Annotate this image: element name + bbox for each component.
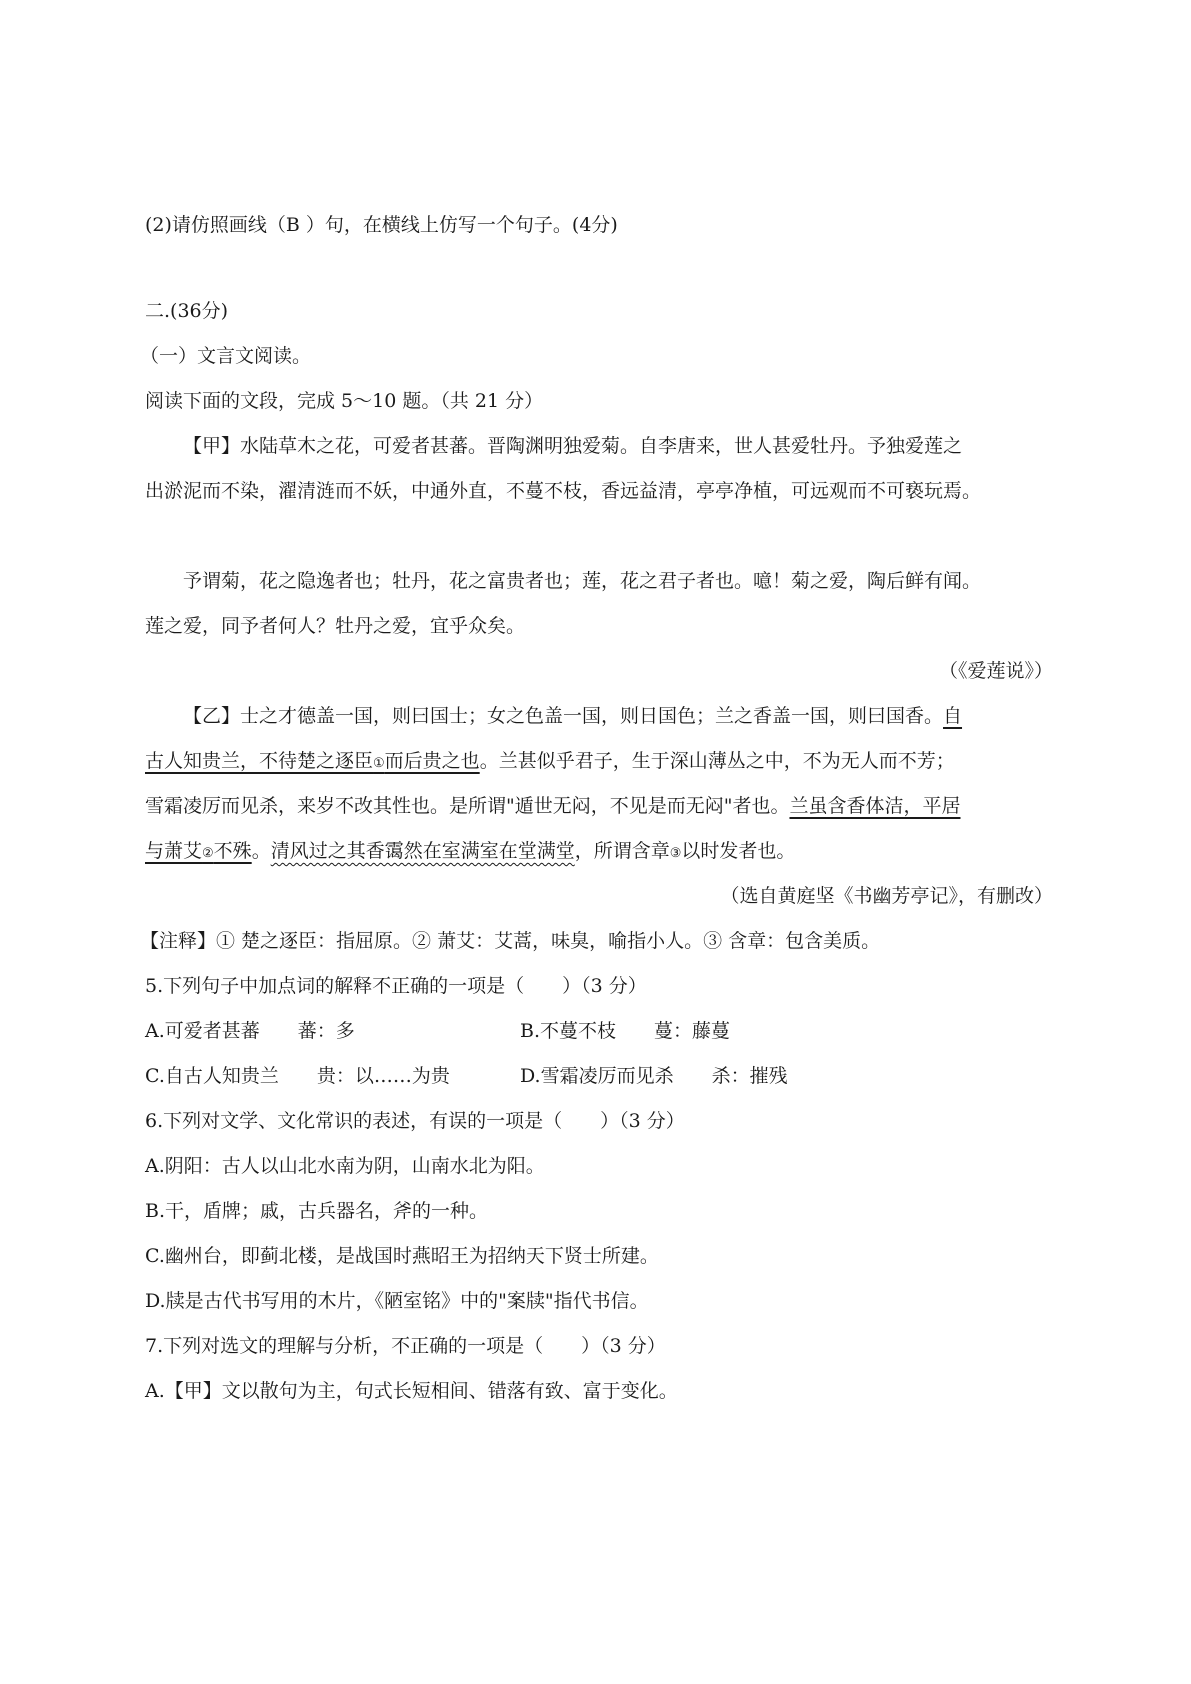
q5-option-d: D.雪霜凌厉而见杀 杀：摧残 <box>520 1065 788 1087</box>
passage-yi-line-1 <box>183 703 962 729</box>
passage-yi-line-2 <box>145 748 955 777</box>
q6-option-d: D.牍是古代书写用的木片，《陋室铭》中的"案牍"指代书信。 <box>145 1290 649 1312</box>
note-marker-2: ② <box>202 846 214 861</box>
q6-option-c: C.幽州台，即蓟北楼，是战国时燕昭王为招纳天下贤士所建。 <box>145 1245 659 1267</box>
q5-options-row-1 <box>145 1018 731 1044</box>
passage-jia-line-4: 莲之爱，同予者何人？牡丹之爱，宜乎众矣。 <box>145 615 526 637</box>
question-5: 5.下列句子中加点词的解释不正确的一项是（ ）（3 分） <box>145 975 647 997</box>
underlined-sentence-a <box>145 750 480 772</box>
q5-option-b: B.不蔓不枝 蔓：藤蔓 <box>520 1020 731 1042</box>
yi-text: 【乙】士之才德盖一国，则曰国士；女之色盖一国，则日国色；兰之香盖一国，则曰国香。 <box>183 705 944 727</box>
underlined-sentence-b <box>145 840 252 862</box>
notes: 【注释】① 楚之逐臣：指屈原。② 萧艾：艾蒿，味臭，喻指小人。③ 含章：包含美质。 <box>140 930 881 952</box>
underlined-sentence-b: 兰虽含香体洁，平居 <box>789 795 961 817</box>
q5-option-c: C.自古人知贵兰 贵：以……为贵 <box>145 1065 450 1087</box>
yi-text: 古人知贵兰，不待楚之逐臣 <box>145 750 374 772</box>
passage-yi-line-4 <box>145 838 795 867</box>
yi-text: 以时发者也。 <box>681 840 796 862</box>
passage-jia-line-1: 【甲】水陆草木之花，可爱者甚蕃。晋陶渊明独爱菊。自李唐来，世人甚爱牡丹。予独爱莲之 <box>183 435 963 457</box>
q6-option-b: B.干，盾牌；戚，古兵器名，斧的一种。 <box>145 1200 489 1222</box>
question-7: 7.下列对选文的理解与分析，不正确的一项是（ ）（3 分） <box>145 1335 666 1357</box>
passage-jia-line-2: 出淤泥而不染，濯清涟而不妖，中通外直，不蔓不枝，香远益清，亭亭净植，可远观而不可亵玩焉。 <box>145 480 982 502</box>
q5-options-row-2 <box>145 1063 788 1089</box>
yi-text: 。 <box>251 840 271 862</box>
question-imitate: (2)请仿照画线（B ）句，在横线上仿写一个句子。(4分) <box>145 214 618 236</box>
passage-yi-source: （选自黄庭坚《书幽芳亭记》，有删改） <box>720 885 1053 907</box>
yi-text: 。兰甚似乎君子，生于深山薄丛之中，不为无人而不芳； <box>479 750 955 772</box>
yi-text: ，所谓含章 <box>574 840 670 862</box>
section-subtitle: （一）文言文阅读。 <box>140 345 312 367</box>
note-marker-3: ③ <box>669 846 682 861</box>
underlined-sentence-a: 自 <box>943 705 963 727</box>
yi-text: 而后贵之也 <box>384 750 480 772</box>
yi-text: 不殊 <box>213 840 252 862</box>
q5-option-a: A.可爱者甚蕃 蕃：多 <box>145 1020 355 1042</box>
passage-yi-line-3 <box>145 793 961 819</box>
wavy-underlined-sentence: 清风过之其香霭然在室满室在堂满堂 <box>270 840 575 862</box>
yi-text: 与萧艾 <box>145 840 203 862</box>
section-two-title: 二.(36分) <box>145 300 229 322</box>
note-marker-1: ① <box>373 756 385 771</box>
question-6: 6.下列对文学、文化常识的表述，有误的一项是（ ）（3 分） <box>145 1110 685 1132</box>
passage-jia-source: （《爱莲说》） <box>938 660 1053 682</box>
q6-option-a: A.阴阳：古人以山北水南为阴，山南水北为阳。 <box>145 1155 545 1177</box>
yi-text: 雪霜凌厉而见杀，来岁不改其性也。是所谓"遁世无闷，不见是而无闷"者也。 <box>145 795 790 817</box>
passage-jia-line-3: 予谓菊，花之隐逸者也；牡丹，花之富贵者也；莲，花之君子者也。噫！菊之爱，陶后鲜有闻。 <box>183 570 982 592</box>
q7-option-a: A.【甲】文以散句为主，句式长短相间、错落有致、富于变化。 <box>145 1380 678 1402</box>
instructions: 阅读下面的文段，完成 5～10 题。（共 21 分） <box>145 390 544 412</box>
